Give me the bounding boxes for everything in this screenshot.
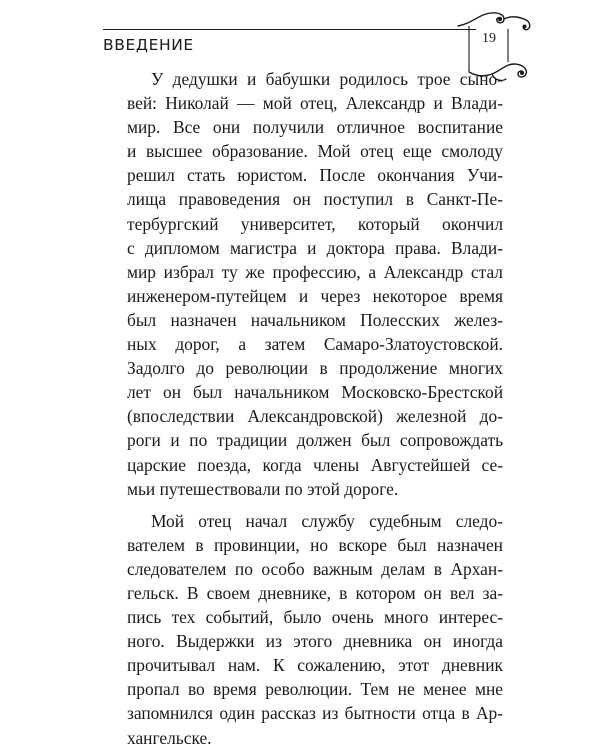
text-line: царские поезда, когда члены Августейшей се-	[127, 454, 503, 475]
text-line: хангельске.	[127, 727, 212, 748]
text-line: Задолго до революции в продолжение многих	[127, 358, 503, 379]
paragraph-2	[103, 509, 503, 750]
text-line: вателем в провинции, но вскоре был назначен	[127, 534, 503, 555]
text-line: лища правоведения он поступил в Санкт-Пе-	[127, 189, 503, 210]
text-line: лет он был начальником Московско-Брестской	[127, 382, 503, 403]
text-line: У дедушки и бабушки родилось трое сыно-	[151, 69, 503, 89]
body-text	[103, 67, 503, 750]
text-line: следователем по особо важным делам в Архан-	[127, 558, 503, 579]
text-line: прочитывал нам. К сожалению, этот дневник	[127, 655, 503, 676]
text-line: пропал во время революции. Тем не менее мне	[127, 679, 503, 700]
text-line: с дипломом магистра и доктора права. Влади-	[127, 237, 503, 258]
text-line: тербургский университет, который окончил	[127, 213, 503, 234]
text-line: мир избрал ту же профессию, а Александр стал	[127, 261, 503, 282]
text-line: вей: Николай — мой отец, Александр и Влади-	[127, 93, 503, 114]
text-line: (впоследствии Александровской) железной до-	[127, 406, 503, 427]
text-line: мир. Все они получили отличное воспитание	[127, 117, 503, 138]
text-line: и высшее образование. Мой отец еще смолоду	[127, 141, 503, 162]
text-line: ных дорог, а затем Самаро-Златоустовской.	[127, 334, 503, 355]
text-line: Мой отец начал службу судебным следо-	[151, 510, 503, 531]
text-line: ного. Выдержки из этого дневника он иногда	[127, 631, 503, 652]
text-line: гельск. В своем дневнике, в котором он вел за-	[127, 582, 503, 603]
text-line: запомнился один рассказ из бытности отца в Ар-	[127, 703, 503, 724]
header-rule	[103, 29, 476, 30]
page-number: 19	[482, 31, 496, 46]
text-line: мьи путешествовали по этой дороге.	[127, 478, 399, 499]
text-line: роги и по традиции должен был сопровождать	[127, 430, 503, 451]
text-line: пись тех событий, было очень много интерес-	[127, 607, 503, 628]
text-line: решил стать юристом. После окончания Учи-	[127, 165, 503, 186]
text-line: инженером-путейцем и через некоторое время	[127, 285, 503, 306]
running-header-title: ВВЕДЕНИЕ	[103, 36, 194, 54]
text-line: был назначен начальником Полесских желез-	[127, 309, 503, 330]
paragraph-1	[103, 67, 503, 501]
